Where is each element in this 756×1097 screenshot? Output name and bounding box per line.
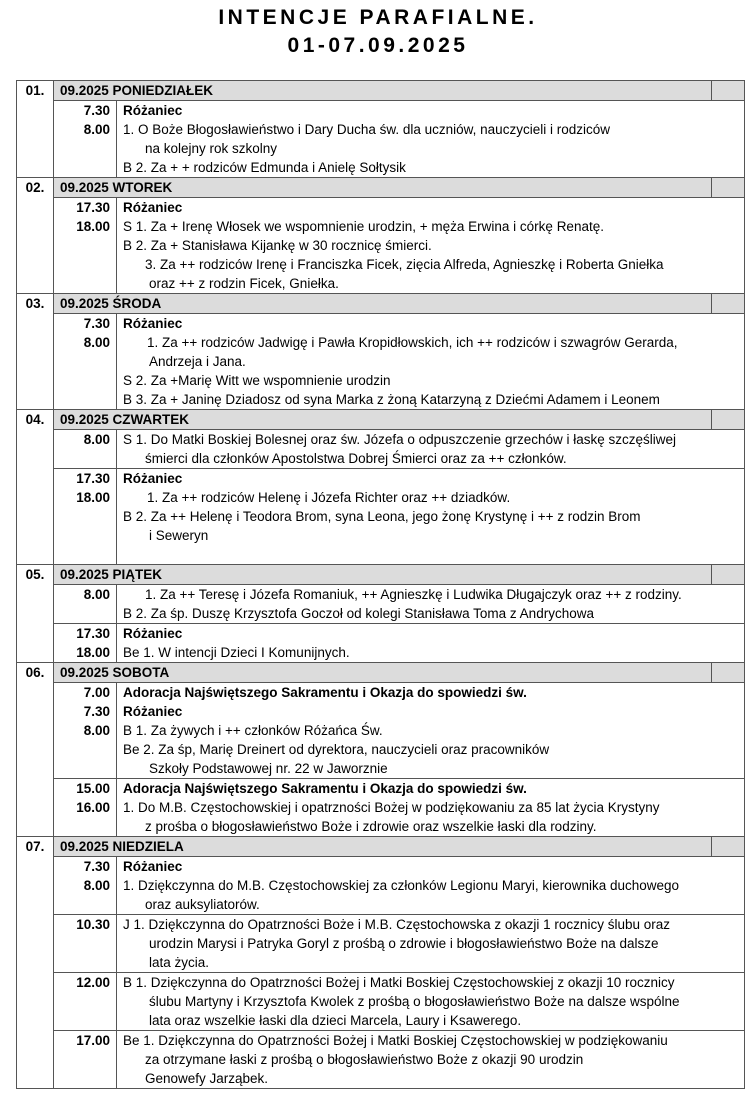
mass-time: 7.30 — [83, 103, 110, 118]
intention-line: 1. Za ++ rodziców Jadwigę i Pawła Kropidłowskich, ich ++ rodziców i szwagrów Gerarda, — [147, 335, 678, 350]
mass-time: 16.00 — [76, 800, 110, 815]
intention-line: B 1. Dziękczynna do Opatrzności Bożej i Matki Boskiej Częstochowskiej z okazji 10 rocznicy — [123, 975, 675, 990]
mass-time: 8.00 — [83, 878, 110, 893]
day-header-empty-cell — [712, 565, 745, 585]
mass-time: 10.30 — [76, 917, 110, 932]
intention-block-row — [17, 973, 745, 1031]
mass-time: 17.30 — [76, 471, 110, 486]
mass-time — [54, 953, 110, 972]
intentions-list — [117, 1031, 745, 1089]
mass-time — [54, 1069, 110, 1088]
intention-line: lata życia. — [149, 955, 210, 970]
mass-time — [54, 992, 110, 1011]
mass-times — [54, 779, 117, 837]
service-name: Różaniec — [123, 200, 183, 215]
day-number: 07. — [17, 837, 54, 1089]
mass-time — [54, 255, 110, 274]
day-number: 06. — [17, 663, 54, 837]
intentions-list — [117, 683, 745, 779]
intention-block-row — [17, 779, 745, 837]
mass-time — [54, 545, 110, 564]
intention-line: B 2. Za śp. Duszę Krzysztofa Goczoł od kolegi Stanisława Toma z Andrychowa — [123, 606, 594, 621]
intention-line: 1. Dziękczynna do M.B. Częstochowskiej za członków Legionu Maryi, kierownika duchowego — [123, 878, 680, 893]
day-header-empty-cell — [712, 81, 745, 101]
mass-times — [54, 314, 117, 410]
intention-line: Be 1. W intencji Dzieci I Komunijnych. — [123, 645, 350, 660]
intention-block-row — [17, 430, 745, 469]
mass-time: 8.00 — [83, 335, 110, 350]
intention-line: Szkoły Podstawowej nr. 22 w Jaworznie — [149, 761, 388, 776]
mass-times — [54, 857, 117, 915]
day-number: 03. — [17, 294, 54, 410]
intention-block-row — [17, 857, 745, 915]
intention-line: ślubu Martyny i Krzysztofa Kwolek z prośbą o błogosławieństwo Boże na dalsze wspólne — [149, 994, 680, 1009]
intention-line: B 2. Za + Stanisława Kijankę w 30 rocznicę śmierci. — [123, 238, 432, 253]
service-name: Różaniec — [123, 103, 183, 118]
service-name: Adoracja Najświętszego Sakramentu i Okazja do spowiedzi św. — [123, 685, 527, 700]
intention-line: z prośba o błogosławieństwo Boże i zdrowie oraz wszelkie łaski dla rodziny. — [145, 819, 597, 834]
intention-line: 1. Za ++ Teresę i Józefa Romaniuk, ++ Agnieszkę i Ludwika Długajczyk oraz ++ z rodziny. — [145, 587, 682, 602]
mass-times — [54, 1031, 117, 1089]
mass-times — [54, 624, 117, 663]
intention-line: S 1. Do Matki Boskiej Bolesnej oraz św. Józefa o odpuszczenie grzechów i łaskę szczęśliwej — [123, 432, 676, 447]
mass-time: 15.00 — [76, 781, 110, 796]
day-number: 05. — [17, 565, 54, 663]
mass-times — [54, 973, 117, 1031]
intention-line: śmierci dla członków Apostolstwa Dobrej Śmierci oraz za ++ członków. — [145, 451, 567, 466]
intention-line: Genowefy Jarząbek. — [145, 1071, 269, 1086]
mass-time: 18.00 — [76, 219, 110, 234]
mass-time — [54, 526, 110, 545]
day-label: 09.2025 PONIEDZIAŁEK — [54, 81, 712, 101]
mass-time: 8.00 — [83, 432, 110, 447]
mass-time — [54, 352, 110, 371]
intention-line: na kolejny rok szkolny — [145, 141, 278, 156]
intentions-list — [117, 624, 745, 663]
mass-time — [54, 934, 110, 953]
mass-time — [54, 759, 110, 778]
intention-line: S 2. Za +Marię Witt we wspomnienie urodzin — [123, 373, 391, 388]
day-label: 09.2025 CZWARTEK — [54, 410, 712, 430]
intention-line: 1. Za ++ rodziców Helenę i Józefa Richter oraz ++ dziadków. — [147, 490, 511, 505]
mass-time: 7.30 — [83, 859, 110, 874]
mass-time — [54, 1011, 110, 1030]
mass-time: 18.00 — [76, 490, 110, 505]
day-label: 09.2025 SOBOTA — [54, 663, 712, 683]
mass-time: 17.00 — [76, 1033, 110, 1048]
mass-time: 12.00 — [76, 975, 110, 990]
mass-times — [54, 198, 117, 294]
mass-time — [54, 740, 110, 759]
intention-block-row — [17, 624, 745, 663]
day-number: 01. — [17, 81, 54, 178]
intention-line: J 1. Dziękczynna do Opatrzności Boże i M.B. Częstochowska z okazji 1 rocznicy ślubu oraz — [123, 917, 670, 932]
intention-block-row — [17, 101, 745, 178]
mass-time: 8.00 — [83, 587, 110, 602]
mass-time — [54, 604, 110, 623]
mass-time: 8.00 — [83, 122, 110, 137]
intention-block-row — [17, 915, 745, 973]
mass-times — [54, 585, 117, 624]
intention-line: za otrzymane łaski z prośbą o błogosławieństwo Boże z okazji 90 urodzin — [145, 1052, 584, 1067]
mass-time — [54, 895, 110, 914]
mass-time — [54, 817, 110, 836]
day-header-row — [17, 294, 745, 314]
mass-times — [54, 430, 117, 469]
service-name: Różaniec — [123, 626, 183, 641]
mass-time — [54, 449, 110, 468]
intention-block-row — [17, 198, 745, 294]
intention-line: lata oraz wszelkie łaski dla dzieci Marcela, Laury i Ksawerego. — [149, 1013, 522, 1028]
day-header-row — [17, 565, 745, 585]
day-header-row — [17, 663, 745, 683]
intention-line: 3. Za ++ rodziców Irenę i Franciszka Ficek, zięcia Alfreda, Agnieszkę i Roberta Gniełka — [145, 257, 664, 272]
intentions-list — [117, 314, 745, 410]
intentions-list — [117, 857, 745, 915]
mass-time: 17.30 — [76, 626, 110, 641]
day-header-empty-cell — [712, 410, 745, 430]
mass-time: 17.30 — [76, 200, 110, 215]
intention-line: 1. Do M.B. Częstochowskiej i opatrzności Bożej w podziękowaniu za 85 lat życia Krystyny — [123, 800, 660, 815]
intentions-list — [117, 915, 745, 973]
intentions-list — [117, 101, 745, 178]
mass-time: 8.00 — [83, 723, 110, 738]
day-header-row — [17, 410, 745, 430]
mass-times — [54, 469, 117, 565]
intention-line: B 3. Za + Janinę Dziadosz od syna Marka z żoną Katarzyną z Dziećmi Adamem i Leonem — [123, 392, 660, 407]
mass-time — [54, 390, 110, 409]
intentions-list — [117, 585, 745, 624]
service-name: Różaniec — [123, 704, 183, 719]
intention-block-row — [17, 585, 745, 624]
intention-block-row — [17, 314, 745, 410]
mass-time: 7.30 — [83, 704, 110, 719]
intention-line: B 2. Za ++ Helenę i Teodora Brom, syna Leona, jego żonę Krystynę i ++ z rodzin Brom — [123, 509, 641, 524]
mass-time — [54, 1050, 110, 1069]
intention-block-row — [17, 683, 745, 779]
mass-time — [54, 236, 110, 255]
mass-times — [54, 683, 117, 779]
mass-time — [54, 507, 110, 526]
mass-time — [54, 158, 110, 177]
intention-line: urodzin Marysi i Patryka Goryl z prośbą o zdrowie i błogosławieństwo Boże na dalsze — [149, 936, 659, 951]
mass-time — [54, 274, 110, 293]
day-number: 04. — [17, 410, 54, 565]
intention-line: B 2. Za + + rodziców Edmunda i Anielę Sołtysik — [123, 160, 406, 175]
day-header-row — [17, 178, 745, 198]
date-range: 01-07.09.2025 — [287, 34, 469, 57]
mass-time: 7.00 — [83, 685, 110, 700]
mass-time: 7.30 — [83, 316, 110, 331]
intention-line: Be 2. Za śp, Marię Dreinert od dyrektora, nauczycieli oraz pracowników — [123, 742, 550, 757]
intention-line: i Seweryn — [149, 528, 209, 543]
service-name: Różaniec — [123, 471, 183, 486]
intentions-list — [117, 973, 745, 1031]
day-label: 09.2025 NIEDZIELA — [54, 837, 712, 857]
day-label: 09.2025 WTOREK — [54, 178, 712, 198]
day-number: 02. — [17, 178, 54, 294]
day-header-empty-cell — [712, 663, 745, 683]
intentions-list — [117, 430, 745, 469]
mass-time — [54, 371, 110, 390]
intention-line: S 1. Za + Irenę Włosek we wspomnienie urodzin, + męża Erwina i córkę Renatę. — [123, 219, 604, 234]
mass-times — [54, 101, 117, 178]
intention-line: oraz ++ z rodzin Ficek, Gniełka. — [149, 276, 339, 291]
mass-time: 18.00 — [76, 645, 110, 660]
day-header-empty-cell — [712, 178, 745, 198]
intention-line: oraz auksyliatorów. — [145, 897, 260, 912]
day-header-empty-cell — [712, 294, 745, 314]
intentions-table — [16, 80, 745, 1089]
intentions-table-body — [17, 81, 745, 1089]
day-header-row — [17, 837, 745, 857]
day-header-row — [17, 81, 745, 101]
service-name: Adoracja Najświętszego Sakramentu i Okazja do spowiedzi św. — [123, 781, 527, 796]
intention-line: Andrzeja i Jana. — [149, 354, 246, 369]
intentions-list — [117, 469, 745, 565]
mass-times — [54, 915, 117, 973]
mass-time — [54, 139, 110, 158]
service-name: Różaniec — [123, 316, 183, 331]
day-label: 09.2025 ŚRODA — [54, 294, 712, 314]
service-name: Różaniec — [123, 859, 183, 874]
intentions-list — [117, 779, 745, 837]
day-label: 09.2025 PIĄTEK — [54, 565, 712, 585]
day-header-empty-cell — [712, 837, 745, 857]
intention-line: 1. O Boże Błogosławieństwo i Dary Ducha św. dla uczniów, nauczycieli i rodziców — [123, 122, 610, 137]
intention-block-row — [17, 469, 745, 565]
intention-block-row — [17, 1031, 745, 1089]
intentions-list — [117, 198, 745, 294]
intention-line: B 1. Za żywych i ++ członków Różańca Św. — [123, 723, 383, 738]
page-title: INTENCJE PARAFIALNE. — [218, 6, 538, 29]
intention-line: Be 1. Dziękczynna do Opatrzności Bożej i Matki Boskiej Częstochowskiej w podziękowaniu — [123, 1033, 668, 1048]
